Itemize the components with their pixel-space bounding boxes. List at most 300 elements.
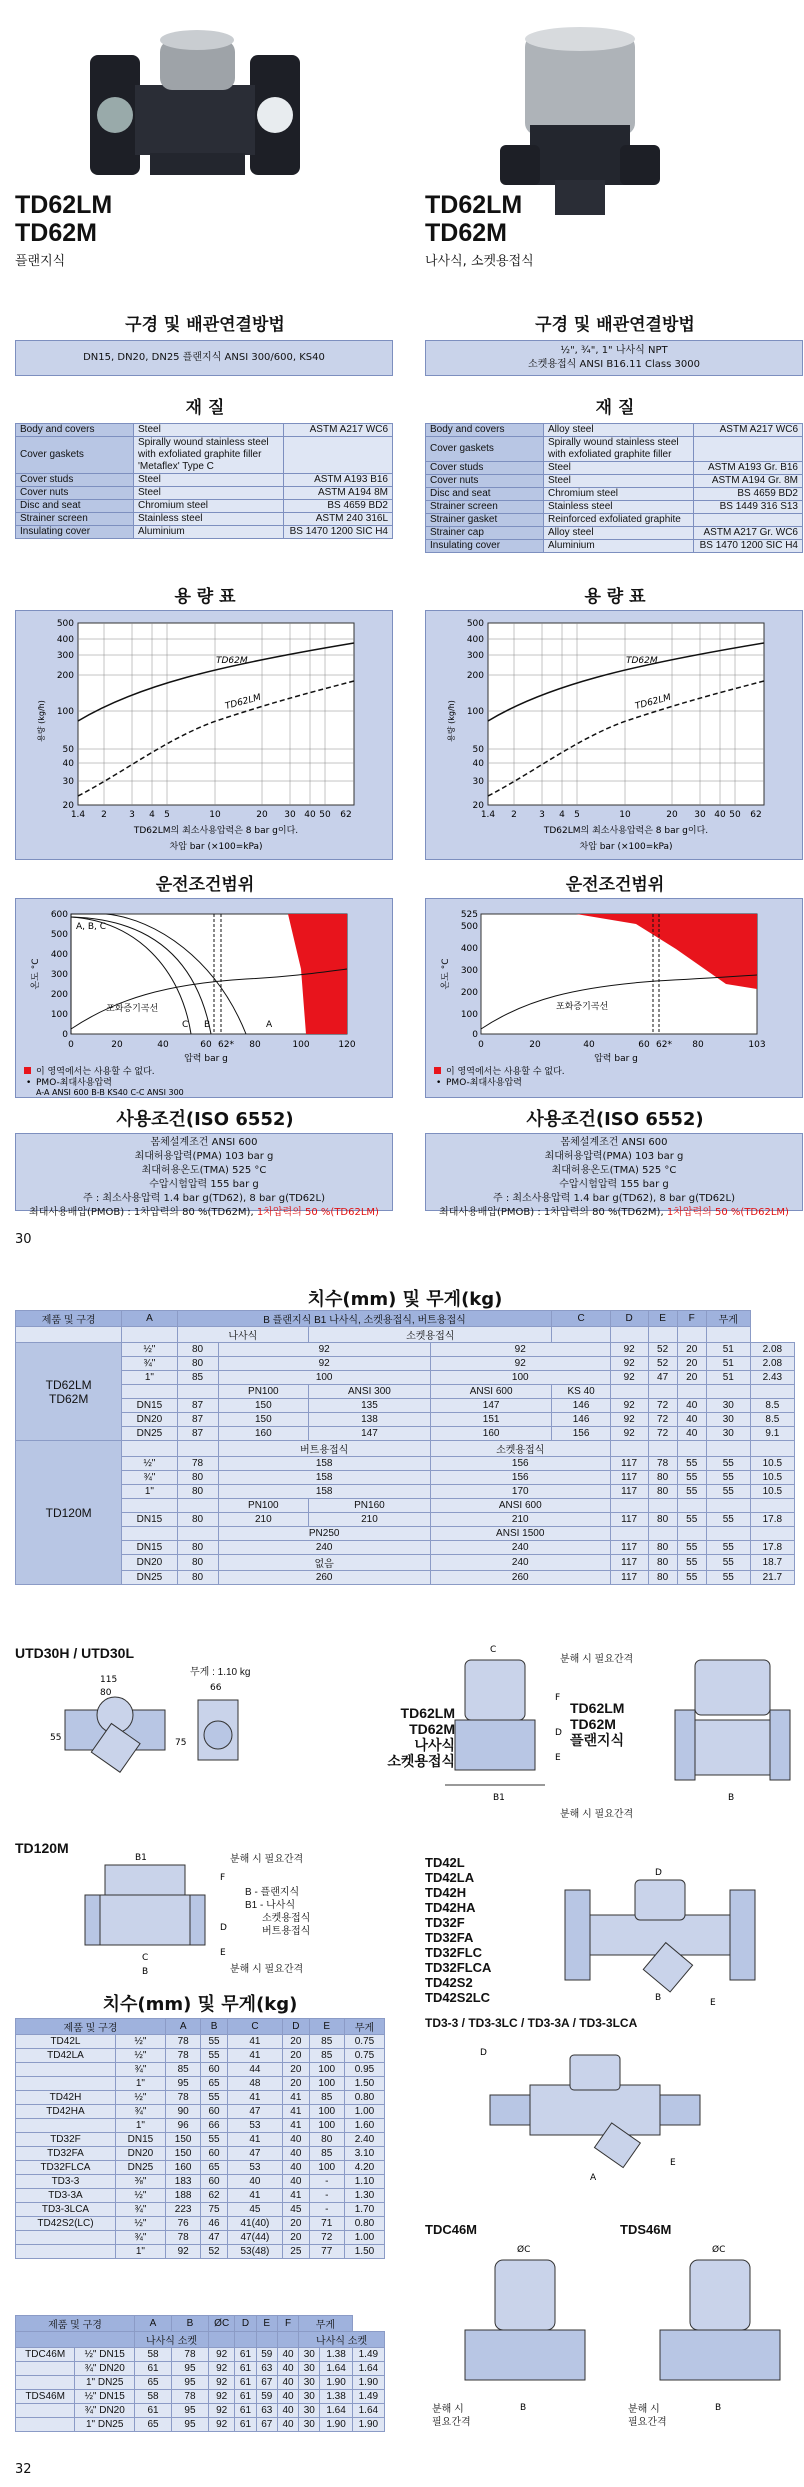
- material-part: Strainer gasket: [426, 514, 544, 527]
- material-name: Reinforced exfoliated graphite: [544, 514, 694, 527]
- table-cell: ½": [115, 2035, 165, 2049]
- table-cell: 20: [283, 2049, 309, 2063]
- table-cell: [750, 1499, 794, 1513]
- table-header: B: [201, 2019, 227, 2035]
- left-conn-heading: 구경 및 배관연결방법: [125, 315, 285, 335]
- material-spec: [694, 437, 803, 462]
- cap-xtick: 62: [750, 810, 762, 820]
- svg-text:D: D: [655, 1868, 662, 1878]
- table-cell: [122, 1327, 177, 1343]
- table-cell: 55: [677, 1571, 706, 1585]
- table-cell: 46: [201, 2217, 227, 2231]
- table-cell: 117: [610, 1457, 648, 1471]
- material-spec: ASTM A217 WC6: [694, 424, 803, 437]
- table-row: [16, 2049, 385, 2063]
- table-cell: 40: [227, 2175, 282, 2189]
- table-row: [16, 2175, 385, 2189]
- right-use-heading: 사용조건(ISO 6552): [526, 1109, 704, 1130]
- table-cell: 1" DN25: [75, 2418, 135, 2432]
- table-cell: 20: [677, 1357, 706, 1371]
- table-cell: 72: [648, 1427, 677, 1441]
- op-xtick: 20: [529, 1040, 541, 1050]
- table-cell: 10.5: [750, 1457, 794, 1471]
- cap-xtick: 30: [694, 810, 706, 820]
- cap-xtick: 5: [574, 810, 580, 820]
- table-cell: 78: [177, 1457, 218, 1471]
- table-cell: 92: [208, 2404, 234, 2418]
- table-cell: TD3-3LCA: [16, 2203, 116, 2217]
- table-cell: TDS46M: [16, 2390, 75, 2404]
- table-header: 제품 및 구경: [16, 2316, 135, 2332]
- table-cell: [177, 1499, 218, 1513]
- table-cell: 67: [256, 2376, 277, 2390]
- cap-ytick: 20: [62, 801, 74, 811]
- material-name: Spirally wound stainless steel with exfoliated graphite filler 'Metaflex' Type C: [134, 437, 284, 474]
- op-ytick: 200: [460, 988, 478, 998]
- svg-text:E: E: [220, 1948, 226, 1958]
- svg-text:C: C: [142, 1953, 149, 1963]
- cap-xtick: 10: [209, 810, 221, 820]
- table-cell: KS 40: [552, 1385, 610, 1399]
- use-line-red: 1차압력의 50 %(TD62LM): [256, 1207, 379, 1218]
- td120-b: B - 플랜지식: [245, 1887, 300, 1898]
- table-header: 무게: [344, 2019, 384, 2035]
- table-cell: 188: [165, 2189, 200, 2203]
- op-ylabel: 온도 °C: [441, 958, 451, 990]
- cap-xtick: 40: [714, 810, 726, 820]
- table-cell: 100: [218, 1371, 430, 1385]
- table-cell: 20: [677, 1371, 706, 1385]
- svg-text:E: E: [710, 1998, 716, 2008]
- cap-note: TD62LM의 최소사용압력은 8 bar g이다.: [133, 826, 299, 836]
- svg-text:E: E: [555, 1753, 561, 1763]
- table-cell: 95: [172, 2362, 209, 2376]
- table-cell: 61: [235, 2418, 256, 2432]
- table-row: [16, 2119, 385, 2133]
- table-cell: TD42H: [16, 2091, 116, 2105]
- table-cell: [677, 1327, 706, 1343]
- table-cell: 나사식 소켓: [299, 2332, 385, 2348]
- table-cell: 2.43: [750, 1371, 794, 1385]
- use-line: 최대허용온도(TMA) 525 °C: [551, 1165, 677, 1176]
- right-use-box: [425, 1133, 803, 1218]
- cap-xtick: 2: [101, 810, 107, 820]
- table-cell: 2.08: [750, 1357, 794, 1371]
- table-cell: 20: [283, 2231, 309, 2245]
- table-cell: 10.5: [750, 1485, 794, 1499]
- op-ytick: 300: [50, 970, 68, 980]
- utd-dim: 66: [210, 1683, 222, 1693]
- table-cell: 52: [201, 2245, 227, 2259]
- model-list-item: TD32FLC: [425, 1945, 483, 1960]
- table-cell: 60: [201, 2063, 227, 2077]
- op-ytick: 100: [50, 1010, 68, 1020]
- op-xtick: 80: [692, 1040, 704, 1050]
- table-cell: 156: [430, 1471, 610, 1485]
- table-cell: 40: [283, 2133, 309, 2147]
- table-cell: -: [309, 2175, 344, 2189]
- table-cell: [16, 2231, 116, 2245]
- material-part: Cover gaskets: [16, 437, 134, 474]
- table-cell: [677, 1385, 706, 1399]
- table-cell: 20: [283, 2063, 309, 2077]
- op-xtick: 103: [748, 1040, 766, 1050]
- utd-dim: 75: [175, 1738, 187, 1748]
- table-header: D: [283, 2019, 309, 2035]
- table-header: ØC: [208, 2316, 234, 2332]
- table-cell: 65: [135, 2376, 172, 2390]
- table-cell: 30: [299, 2376, 320, 2390]
- table-cell: 1.90: [320, 2418, 352, 2432]
- table-cell: 44: [227, 2063, 282, 2077]
- table-header: C: [552, 1311, 610, 1327]
- material-part: Strainer screen: [426, 501, 544, 514]
- table-cell: PN250: [218, 1527, 430, 1541]
- svg-text:B1: B1: [135, 1853, 147, 1863]
- table-cell: 260: [430, 1571, 610, 1585]
- table-cell: 147: [309, 1427, 431, 1441]
- table-cell: 87: [177, 1399, 218, 1413]
- table-cell: DN20: [122, 1555, 177, 1571]
- model-list-item: TD32F: [425, 1915, 465, 1930]
- table-cell: 8.5: [750, 1413, 794, 1427]
- op-curve-label: 포화증기곡선: [556, 1002, 609, 1012]
- cap-xtick: 4: [149, 810, 155, 820]
- op-xtick: 120: [338, 1040, 356, 1050]
- table-cell: 210: [309, 1513, 431, 1527]
- table-cell: [750, 1527, 794, 1541]
- utd-dim: 55: [50, 1733, 62, 1743]
- cap-xlabel: 차압 bar (×100=kPa): [169, 842, 263, 852]
- right-material-table: [425, 423, 803, 553]
- td120-b1a: 소켓용접식: [262, 1913, 311, 1924]
- table-header: A: [165, 2019, 200, 2035]
- cap-ytick: 200: [56, 671, 74, 681]
- table-cell: 51: [706, 1357, 750, 1371]
- cap-ytick: 30: [472, 777, 484, 787]
- table-row: [16, 2362, 385, 2376]
- table-cell: 72: [309, 2231, 344, 2245]
- table-header: B: [172, 2316, 209, 2332]
- table-cell: 41: [227, 2091, 282, 2105]
- table-cell: 92: [610, 1399, 648, 1413]
- table-cell: 150: [165, 2133, 200, 2147]
- td62-td120-dimension-table: [15, 1310, 795, 1585]
- material-row: [16, 526, 393, 539]
- table-cell: 92: [208, 2390, 234, 2404]
- table-cell: 117: [610, 1571, 648, 1585]
- cap-xtick: 4: [559, 810, 565, 820]
- td62-draw2-label: TD62LM TD62M 플랜지식: [570, 1700, 625, 1748]
- table-cell: 78: [172, 2348, 209, 2362]
- table-cell: 77: [309, 2245, 344, 2259]
- material-row: [16, 500, 393, 513]
- table-cell: 160: [218, 1427, 309, 1441]
- cap-xtick: 3: [539, 810, 545, 820]
- table-cell: ¾" DN20: [75, 2404, 135, 2418]
- table-row: [16, 2203, 385, 2217]
- table-row: [16, 2390, 385, 2404]
- table-cell: 18.7: [750, 1555, 794, 1571]
- utd-title: UTD30H / UTD30L: [15, 1645, 135, 1661]
- table-cell: 21.7: [750, 1571, 794, 1585]
- table-cell: [16, 2063, 116, 2077]
- table-cell: 85: [309, 2091, 344, 2105]
- table-cell: [610, 1527, 648, 1541]
- table-cell: 80: [177, 1343, 218, 1357]
- table-cell: 41: [283, 2119, 309, 2133]
- material-row: [426, 437, 803, 462]
- td120-bot-note: 분해 시 필요간격: [230, 1964, 304, 1975]
- table-cell: 61: [235, 2390, 256, 2404]
- left-op-heading: 운전조건범위: [155, 875, 255, 895]
- table-cell: 260: [218, 1571, 430, 1585]
- table-cell: 20: [283, 2217, 309, 2231]
- table-cell: 소켓용접식: [430, 1441, 610, 1457]
- model-list-item: TD42H: [425, 1885, 467, 1900]
- cap-xtick: 30: [284, 810, 296, 820]
- table-cell: 60: [201, 2175, 227, 2189]
- table-cell: 1": [115, 2077, 165, 2091]
- table-cell: ¾": [122, 1471, 177, 1485]
- table-cell: 1.00: [344, 2231, 384, 2245]
- table-cell: 65: [201, 2161, 227, 2175]
- table-cell: 80: [177, 1485, 218, 1499]
- left-use-heading: 사용조건(ISO 6552): [116, 1109, 294, 1130]
- use-line: 몸체설계조건 ANSI 600: [150, 1137, 258, 1148]
- left-material-table: [15, 423, 393, 539]
- table-cell: 135: [309, 1399, 431, 1413]
- table-header: E: [648, 1311, 677, 1327]
- table-cell: 95: [172, 2418, 209, 2432]
- table-header: D: [610, 1311, 648, 1327]
- cap-xtick: 1.4: [480, 810, 496, 820]
- table-cell: 1.38: [320, 2390, 352, 2404]
- table-cell: 10.5: [750, 1471, 794, 1485]
- table-cell: [706, 1385, 750, 1399]
- left-use-box: [15, 1133, 393, 1218]
- table-cell: ½": [122, 1457, 177, 1471]
- table-row: [16, 2091, 385, 2105]
- table-cell: 9.1: [750, 1427, 794, 1441]
- cap-ytick: 300: [56, 651, 74, 661]
- table-cell: 210: [430, 1513, 610, 1527]
- cap-note: TD62LM의 최소사용압력은 8 bar g이다.: [543, 826, 709, 836]
- td120-top-note: 분해 시 필요간격: [230, 1854, 304, 1865]
- table-row: [16, 2189, 385, 2203]
- svg-text:B: B: [728, 1793, 735, 1803]
- table-cell: 66: [201, 2119, 227, 2133]
- cap-ytick: 500: [466, 619, 484, 629]
- use-line: 최대사용배압(PMOB) : 1차압력의 80 %(TD62M),: [439, 1207, 664, 1218]
- table-cell: [677, 1527, 706, 1541]
- table-header: 무게: [706, 1311, 750, 1327]
- op-legend-1: 이 영역에서는 사용할 수 없다.: [36, 1067, 155, 1077]
- table-cell: 1.00: [344, 2105, 384, 2119]
- svg-text:ØC: ØC: [517, 2245, 531, 2255]
- table-cell: ¾": [122, 1357, 177, 1371]
- table-cell: 87: [177, 1427, 218, 1441]
- table-row: [16, 2035, 385, 2049]
- cap-ytick: 30: [62, 777, 74, 787]
- table-cell: [648, 1499, 677, 1513]
- table-cell: 100: [309, 2105, 344, 2119]
- op-legend-1: 이 영역에서는 사용할 수 없다.: [446, 1067, 565, 1077]
- table-header: B 플랜지식 B1 나사식, 소켓용접식, 버트용접식: [177, 1311, 552, 1327]
- material-row: [16, 437, 393, 474]
- table-cell: 80: [177, 1541, 218, 1555]
- table-cell: 78: [648, 1457, 677, 1471]
- op-xtick: 80: [249, 1040, 261, 1050]
- table-cell: 87: [177, 1413, 218, 1427]
- cap-series-1: TD62M: [216, 656, 248, 666]
- svg-text:B1: B1: [493, 1793, 505, 1803]
- table-cell: DN15: [122, 1513, 177, 1527]
- table-cell: PN160: [309, 1499, 431, 1513]
- table-cell: 없음: [218, 1555, 430, 1571]
- table-cell: 1.64: [320, 2362, 352, 2376]
- table-cell: 55: [706, 1555, 750, 1571]
- material-part: Body and covers: [426, 424, 544, 437]
- table-cell: [16, 1327, 122, 1343]
- table-cell: 60: [201, 2105, 227, 2119]
- table-cell: 40: [677, 1399, 706, 1413]
- table-cell: 78: [165, 2231, 200, 2245]
- table-cell: 17.8: [750, 1513, 794, 1527]
- material-name: Steel: [134, 474, 284, 487]
- svg-text:ØC: ØC: [712, 2245, 726, 2255]
- use-line: 수압시험압력 155 bar g: [559, 1179, 669, 1190]
- td62-draw-top-note: 분해 시 필요간격: [560, 1654, 634, 1665]
- tds46m-title: TDS46M: [620, 2222, 672, 2237]
- table-cell: 41: [283, 2091, 309, 2105]
- table-cell: 95: [172, 2404, 209, 2418]
- table-cell: 158: [218, 1457, 430, 1471]
- table-cell: [706, 1527, 750, 1541]
- cap-xlabel: 차압 bar (×100=kPa): [579, 842, 673, 852]
- table-cell: 41: [227, 2189, 282, 2203]
- material-row: [426, 540, 803, 553]
- table-cell: 55: [706, 1541, 750, 1555]
- table-header: F: [677, 1311, 706, 1327]
- material-part: Cover nuts: [426, 475, 544, 488]
- op-xtick: 0: [68, 1040, 74, 1050]
- td120-draw-title: TD120M: [15, 1840, 69, 1856]
- table-cell: 100: [309, 2161, 344, 2175]
- material-part: Disc and seat: [426, 488, 544, 501]
- table-cell: [610, 1499, 648, 1513]
- table-cell: 156: [552, 1427, 610, 1441]
- table-cell: 8.5: [750, 1399, 794, 1413]
- table-cell: 58: [135, 2348, 172, 2362]
- cap-xtick: 3: [129, 810, 135, 820]
- table-cell: 17.8: [750, 1541, 794, 1555]
- table-cell: 0.75: [344, 2035, 384, 2049]
- table-cell: 80: [648, 1541, 677, 1555]
- table-cell: 59: [256, 2390, 277, 2404]
- material-part: Cover studs: [426, 462, 544, 475]
- left-capacity-heading: 용 량 표: [174, 587, 236, 607]
- table-cell: 1.50: [344, 2245, 384, 2259]
- cap-xtick: 40: [304, 810, 316, 820]
- table-cell: 80: [309, 2133, 344, 2147]
- cap-ytick: 200: [466, 671, 484, 681]
- cap-xtick: 20: [256, 810, 268, 820]
- utd-dim: 80: [100, 1688, 112, 1698]
- svg-text:B: B: [715, 2403, 722, 2413]
- cap-xtick: 5: [164, 810, 170, 820]
- td3-drawing: [480, 2035, 710, 2185]
- material-row: [426, 475, 803, 488]
- table-cell: 30: [299, 2418, 320, 2432]
- table-cell: -: [309, 2189, 344, 2203]
- model-list-item: TD42LA: [425, 1870, 475, 1885]
- op-xlabel: 압력 bar g: [184, 1054, 228, 1064]
- op-legend-2: PMO-최대사용압력: [36, 1078, 112, 1088]
- op-legend-2: PMO-최대사용압력: [446, 1078, 522, 1088]
- material-name: Aluminium: [544, 540, 694, 553]
- model-list-item: TD42HA: [425, 1900, 476, 1915]
- table-cell: 버트용접식: [218, 1441, 430, 1457]
- svg-text:D: D: [220, 1923, 227, 1933]
- table-row: [16, 2077, 385, 2091]
- material-spec: BS 1449 316 S13: [694, 501, 803, 514]
- table-cell: 160: [165, 2161, 200, 2175]
- table-cell: [16, 2362, 75, 2376]
- cap-ytick: 50: [472, 745, 484, 755]
- table-cell: 65: [201, 2077, 227, 2091]
- table-cell: DN15: [122, 1399, 177, 1413]
- table-cell: 1": [115, 2245, 165, 2259]
- table-header: 제품 및 구경: [16, 1311, 122, 1327]
- material-row: [426, 462, 803, 475]
- use-line: 주 : 최소사용압력 1.4 bar g(TD62), 8 bar g(TD62L): [83, 1193, 325, 1204]
- table-cell: 117: [610, 1471, 648, 1485]
- tdc46m-drawing: [455, 2240, 595, 2430]
- table-cell: 나사식: [177, 1327, 309, 1343]
- table-cell: 45: [227, 2203, 282, 2217]
- table-cell: 80: [648, 1485, 677, 1499]
- table-cell: 223: [165, 2203, 200, 2217]
- table-cell: [16, 2077, 116, 2091]
- table-cell: 40: [277, 2376, 298, 2390]
- material-part: Disc and seat: [16, 500, 134, 513]
- table-cell: 1.90: [320, 2376, 352, 2390]
- table-cell: 47: [648, 1371, 677, 1385]
- table-row: [16, 2147, 385, 2161]
- material-spec: [694, 514, 803, 527]
- table-cell: 100: [309, 2119, 344, 2133]
- table-cell: 183: [165, 2175, 200, 2189]
- material-spec: ASTM 240 316L: [284, 513, 393, 526]
- op-ytick: 100: [460, 1010, 478, 1020]
- table-cell: DN20: [122, 1413, 177, 1427]
- table-cell: 55: [201, 2133, 227, 2147]
- table-cell: 40: [277, 2390, 298, 2404]
- table-cell: 41: [283, 2189, 309, 2203]
- material-part: Strainer screen: [16, 513, 134, 526]
- table-row: [16, 2161, 385, 2175]
- table-cell: DN15: [122, 1541, 177, 1555]
- table-cell: 1.64: [320, 2404, 352, 2418]
- table-cell: 48: [227, 2077, 282, 2091]
- cap-ytick: 400: [56, 635, 74, 645]
- op-curve-label: 포화증기곡선: [106, 1004, 159, 1014]
- op-ylabel: 온도 °C: [31, 958, 41, 990]
- table-cell: ¾": [115, 2203, 165, 2217]
- td62-flanged-drawing: [670, 1650, 795, 1810]
- table-cell: 51: [706, 1371, 750, 1385]
